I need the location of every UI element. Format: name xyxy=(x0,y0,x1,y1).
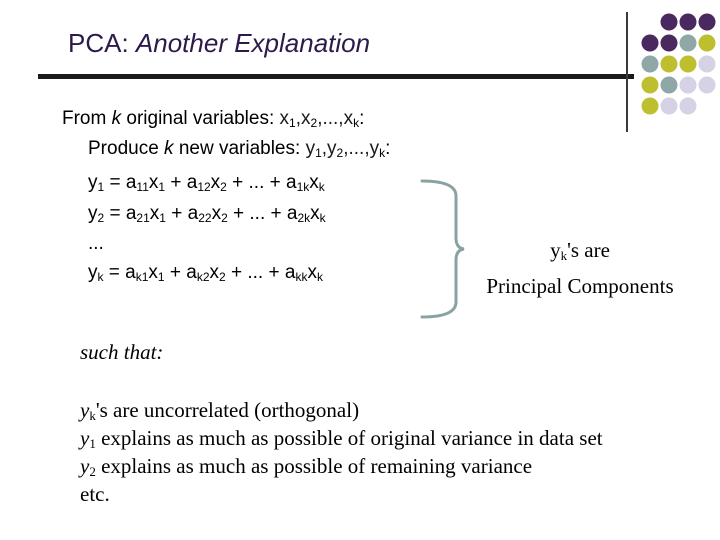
page-title xyxy=(68,28,370,59)
decorative-dot xyxy=(661,98,678,115)
title-underline xyxy=(38,74,634,79)
decorative-dot xyxy=(699,35,716,52)
such-that-label: such that: xyxy=(80,340,164,364)
equation-ellipsis: ... xyxy=(88,233,104,254)
condition-y1-variance: $y_1$ explains as much as possible of original variance in data set xyxy=(80,426,603,451)
decorative-dot xyxy=(680,35,697,52)
decorative-dot xyxy=(661,14,678,31)
vertical-divider xyxy=(626,12,628,132)
decorative-dot xyxy=(642,98,659,115)
decorative-dot-grid xyxy=(640,12,716,120)
decorative-dot xyxy=(699,77,716,94)
title-emphasis: Another Explanation xyxy=(135,28,371,58)
equation-2: $y_2 = a_{21}x_1 + a_{22}x_2$ + ... + $a_{2k}x_k$ xyxy=(88,203,326,225)
condition-etc: etc. xyxy=(80,482,110,506)
decorative-dot xyxy=(699,56,716,73)
decorative-dot xyxy=(680,14,697,31)
principal-components-label xyxy=(440,235,720,301)
decorative-dot xyxy=(680,98,697,115)
decorative-dot xyxy=(661,56,678,73)
equation-k: $y_k = a_{k1}x_1 + a_{k2}x_2$ + ... + $a_{kk}x_k$ xyxy=(88,262,323,284)
principal-line-1: $y_k's$ are xyxy=(550,238,610,263)
intro-line-1: From k original variables: $x_1,x_2,...,x_k$: xyxy=(62,108,365,130)
title-prefix: PCA: xyxy=(68,28,136,58)
intro-line-2: Produce k new variables: $y_1,y_2,...,y_k$: xyxy=(88,138,391,160)
decorative-dot xyxy=(642,35,659,52)
principal-line-2: Principal Components xyxy=(486,274,674,298)
decorative-dot xyxy=(680,56,697,73)
decorative-dot xyxy=(661,35,678,52)
decorative-dot xyxy=(680,77,697,94)
decorative-dot xyxy=(699,14,716,31)
equation-1: $y_1 = a_{11}x_1 + a_{12}x_2$ + ... + $a_{1k}x_k$ xyxy=(88,172,325,194)
decorative-dot xyxy=(642,56,659,73)
condition-uncorrelated: $y_k's$ are uncorrelated (orthogonal) xyxy=(80,398,360,423)
condition-y2-variance: $y_2$ explains as much as possible of remaining variance xyxy=(80,454,533,479)
decorative-dot xyxy=(661,77,678,94)
decorative-dot xyxy=(642,77,659,94)
